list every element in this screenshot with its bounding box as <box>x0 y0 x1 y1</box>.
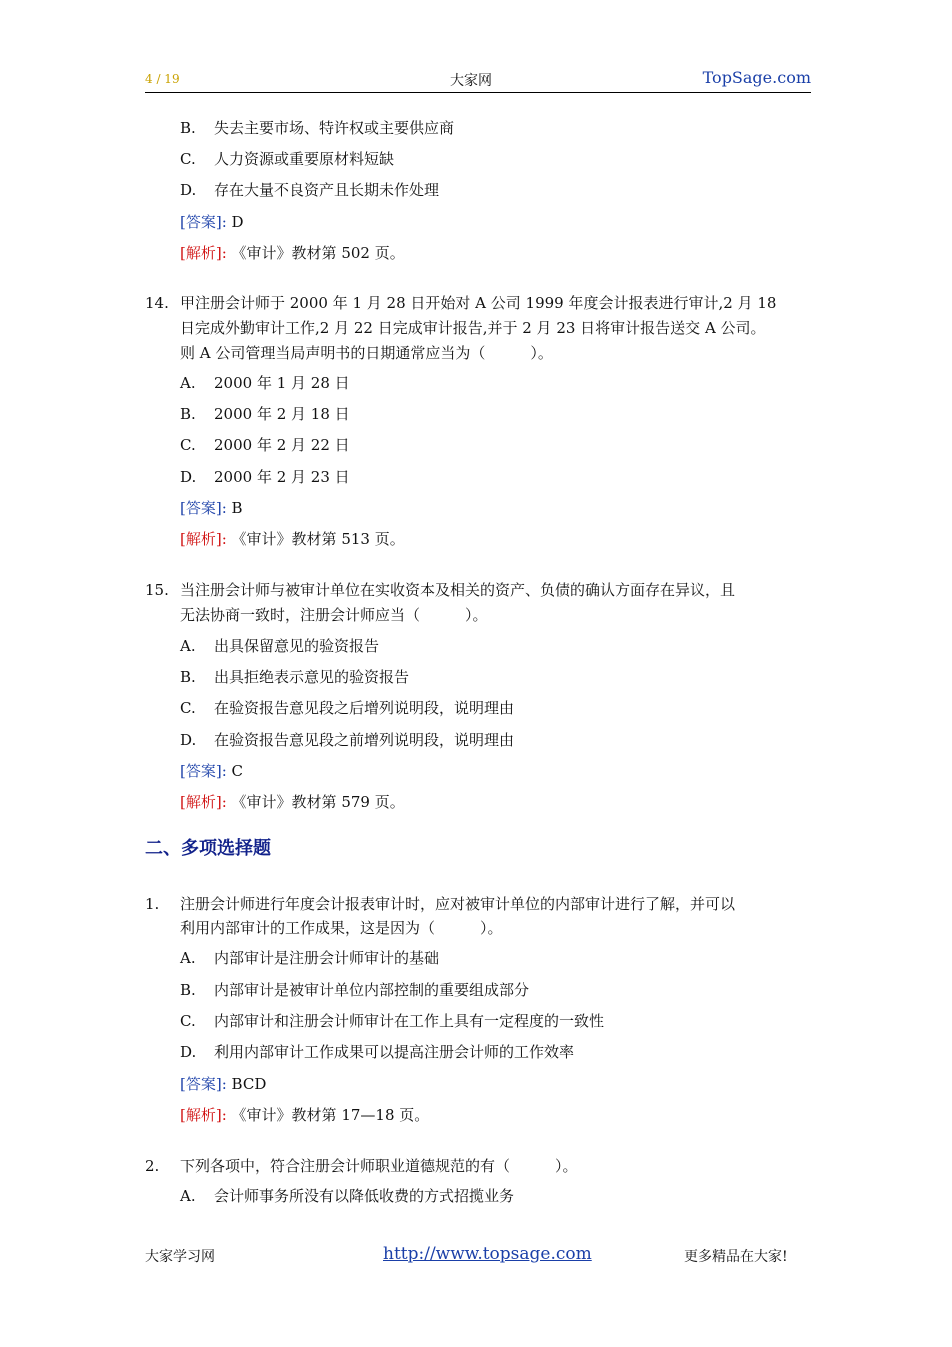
question-text-line: 注册会计师进行年度会计报表审计时，应对被审计单位的内部审计进行了解，并可以 <box>180 895 736 913</box>
page-number: 4 / 19 <box>145 72 180 86</box>
footer-right-text: 更多精品在大家! <box>684 1249 788 1265</box>
option-c: C. 在验资报告意见段之后增列说明段，说明理由 <box>180 699 515 717</box>
option-c: C. 内部审计和注册会计师审计在工作上具有一定程度的一致性 <box>180 1012 605 1030</box>
answer-line: [答案]: B <box>180 499 243 517</box>
section-title: 二、多项选择题 <box>145 838 271 859</box>
question-number: 2. <box>145 1157 160 1175</box>
question-text-line: 下列各项中，符合注册会计师职业道德规范的有（ ）。 <box>180 1157 578 1175</box>
option-b: B. 失去主要市场、特许权或主要供应商 <box>180 119 455 137</box>
question-text-line: 则 A 公司管理当局声明书的日期通常应当为（ ）。 <box>180 344 553 362</box>
option-b: B. 内部审计是被审计单位内部控制的重要组成部分 <box>180 981 530 999</box>
answer-line: [答案]: C <box>180 762 244 780</box>
page-header <box>145 66 811 93</box>
explanation-line: [解析]: 《审计》教材第 17—18 页。 <box>180 1106 430 1124</box>
question-text-line: 日完成外勤审计工作,2 月 22 日完成审计报告,并于 2 月 23 日将审计报告送交 A 公司。 <box>180 319 766 337</box>
footer-link[interactable]: http://www.topsage.com <box>383 1244 592 1264</box>
option-b: B. 出具拒绝表示意见的验资报告 <box>180 668 410 686</box>
question-number: 1. <box>145 895 160 913</box>
option-b: B. 2000 年 2 月 18 日 <box>180 405 350 423</box>
question-text-line: 利用内部审计的工作成果，这是因为（ ）。 <box>180 919 503 937</box>
question-text-line: 无法协商一致时，注册会计师应当（ ）。 <box>180 606 488 624</box>
question-text-line: 当注册会计师与被审计单位在实收资本及相关的资产、负债的确认方面存在异议，且 <box>180 581 736 599</box>
option-d: D. 存在大量不良资产且长期未作处理 <box>180 181 440 199</box>
question-number: 14. <box>145 294 169 312</box>
header-site-name: 大家网 <box>450 73 492 89</box>
header-site-link[interactable]: TopSage.com <box>702 68 811 87</box>
option-a: A. 内部审计是注册会计师审计的基础 <box>180 949 440 967</box>
explanation-line: [解析]: 《审计》教材第 513 页。 <box>180 530 405 548</box>
explanation-line: [解析]: 《审计》教材第 579 页。 <box>180 793 405 811</box>
option-c: C. 人力资源或重要原材料短缺 <box>180 150 395 168</box>
answer-line: [答案]: D <box>180 213 244 231</box>
option-d: D. 2000 年 2 月 23 日 <box>180 468 350 486</box>
explanation-line: [解析]: 《审计》教材第 502 页。 <box>180 244 405 262</box>
option-a: A. 2000 年 1 月 28 日 <box>180 374 350 392</box>
footer-left-text: 大家学习网 <box>145 1249 215 1265</box>
question-number: 15. <box>145 581 169 599</box>
option-a: A. 出具保留意见的验资报告 <box>180 637 380 655</box>
option-a: A. 会计师事务所没有以降低收费的方式招揽业务 <box>180 1187 515 1205</box>
option-c: C. 2000 年 2 月 22 日 <box>180 436 350 454</box>
question-text-line: 甲注册会计师于 2000 年 1 月 28 日开始对 A 公司 1999 年度会计报表进行审计,2 月 18 <box>180 294 777 312</box>
option-d: D. 在验资报告意见段之前增列说明段，说明理由 <box>180 731 515 749</box>
answer-line: [答案]: BCD <box>180 1075 267 1093</box>
option-d: D. 利用内部审计工作成果可以提高注册会计师的工作效率 <box>180 1043 575 1061</box>
